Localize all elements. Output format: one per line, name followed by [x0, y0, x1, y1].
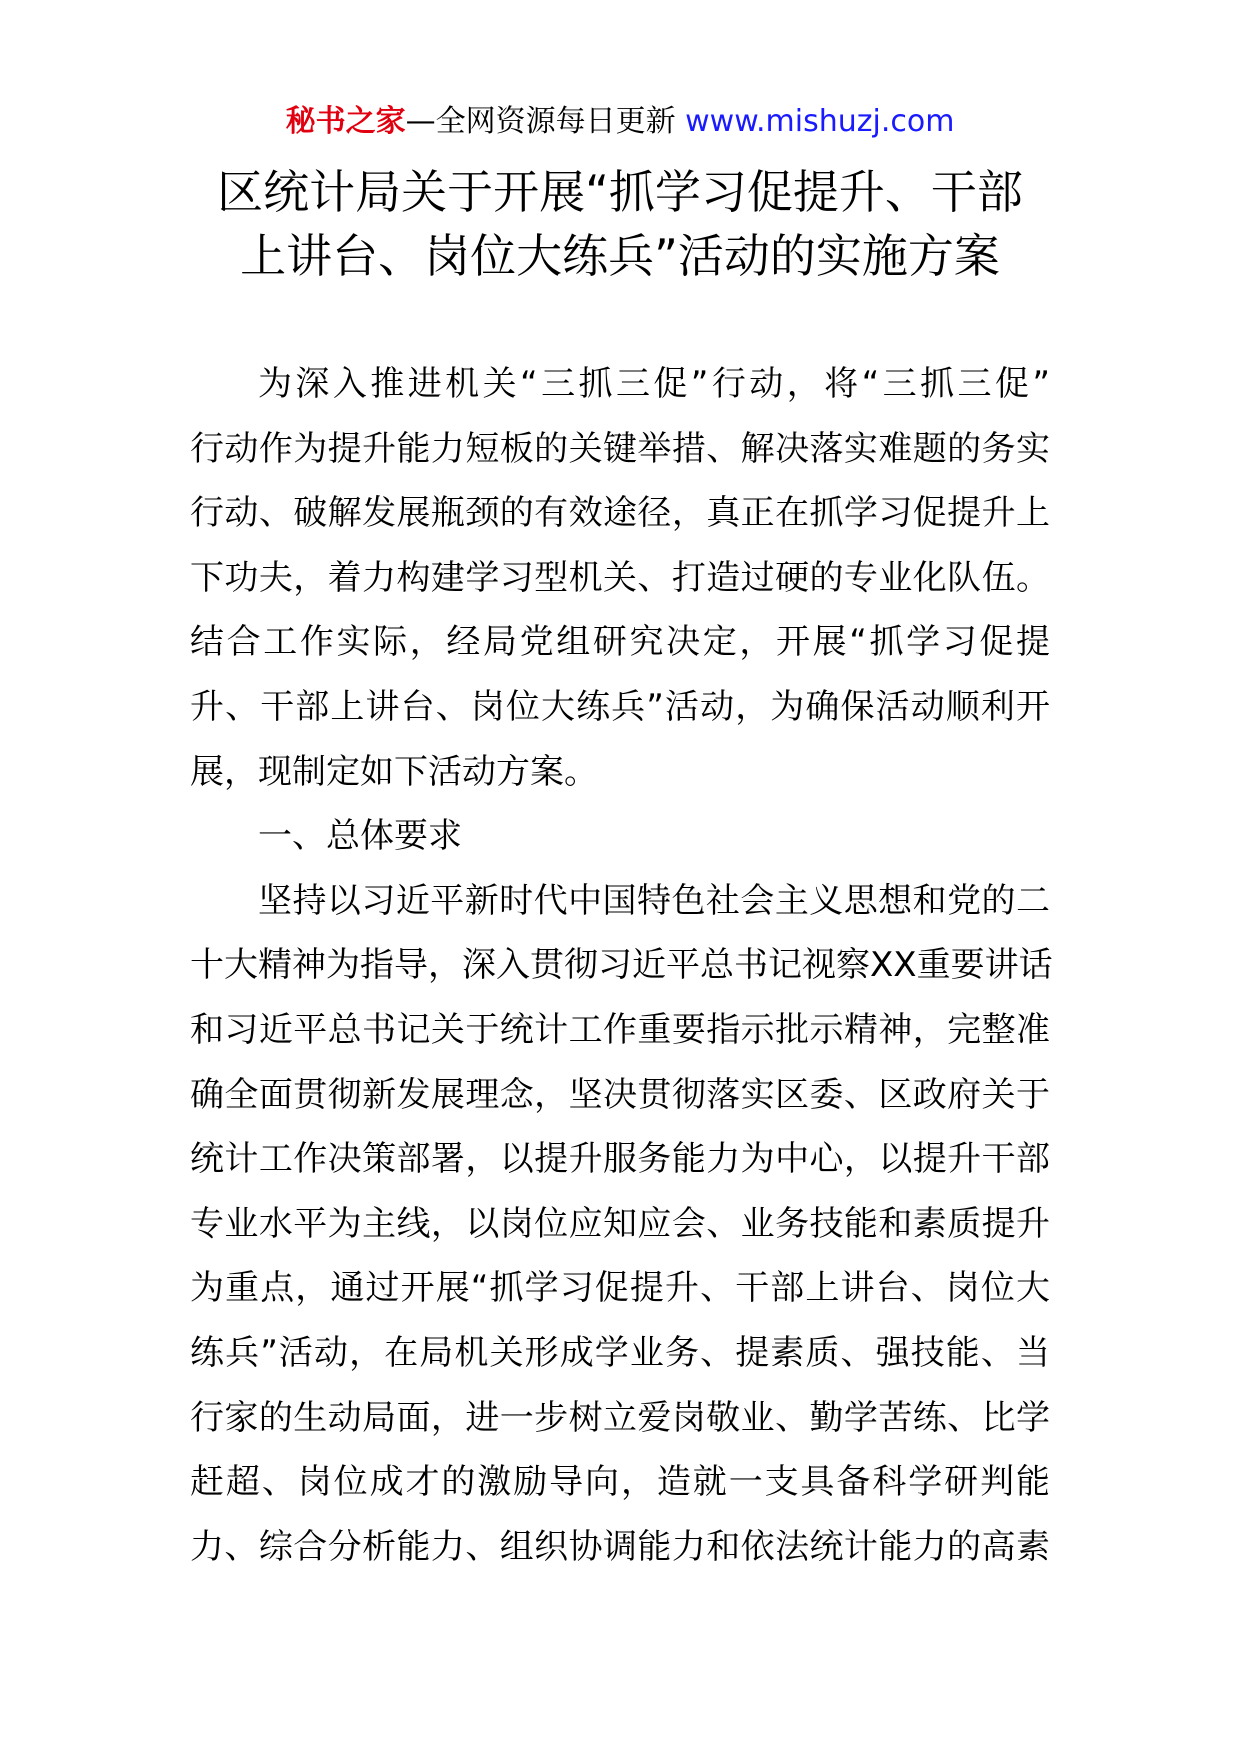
body-line: 展，现制定如下活动方案。: [190, 751, 598, 792]
body-line: 坚持以习近平新时代中国特色社会主义思想和党的二: [258, 880, 1050, 921]
body-line: 和习近平总书记关于统计工作重要指示批示精神，完整准: [190, 1009, 1050, 1050]
body-line: 行动作为提升能力短板的关键举措、解决落实难题的务实: [190, 428, 1050, 469]
site-header: [0, 100, 1240, 144]
brand-name: 秘书之家: [285, 104, 406, 139]
body-line: 为深入推进机关“三抓三促”行动，将“三抓三促”: [258, 364, 1050, 404]
title-line-1: 区统计局关于开展“抓学习促提升、干部: [217, 165, 1023, 219]
body-line: 练兵”活动，在局机关形成学业务、提素质、强技能、当: [190, 1332, 1050, 1373]
site-url-link[interactable]: www.mishuzj.com: [685, 104, 955, 139]
document-title: [160, 160, 1080, 288]
body-line: 赶超、岗位成才的激励导向，造就一支具备科学研判能: [190, 1462, 1050, 1503]
header-tagline: —全网资源每日更新: [405, 104, 676, 139]
body-line: 专业水平为主线，以岗位应知应会、业务技能和素质提升: [190, 1203, 1050, 1244]
document-body: [190, 352, 1053, 1579]
body-line: 力、综合分析能力、组织协调能力和依法统计能力的高素: [190, 1526, 1050, 1567]
title-line-2: 上讲台、岗位大练兵”活动的实施方案: [240, 229, 1000, 283]
section-heading: 一、总体要求: [258, 816, 462, 857]
body-line: 为重点，通过开展“抓学习促提升、干部上讲台、岗位大: [190, 1268, 1050, 1309]
body-line: 十大精神为指导，深入贯彻习近平总书记视察XX重要讲话: [190, 945, 1053, 986]
body-line: 结合工作实际，经局党组研究决定，开展“抓学习促提: [190, 622, 1050, 663]
body-line: 升、干部上讲台、岗位大练兵”活动，为确保活动顺利开: [190, 686, 1050, 727]
body-line: 行动、破解发展瓶颈的有效途径，真正在抓学习促提升上: [190, 493, 1050, 534]
body-line: 统计工作决策部署，以提升服务能力为中心，以提升干部: [190, 1139, 1050, 1180]
body-line: 确全面贯彻新发展理念，坚决贯彻落实区委、区政府关于: [190, 1074, 1050, 1115]
body-line: 行家的生动局面，进一步树立爱岗敬业、勤学苦练、比学: [190, 1397, 1050, 1438]
body-line: 下功夫，着力构建学习型机关、打造过硬的专业化队伍。: [190, 557, 1050, 598]
